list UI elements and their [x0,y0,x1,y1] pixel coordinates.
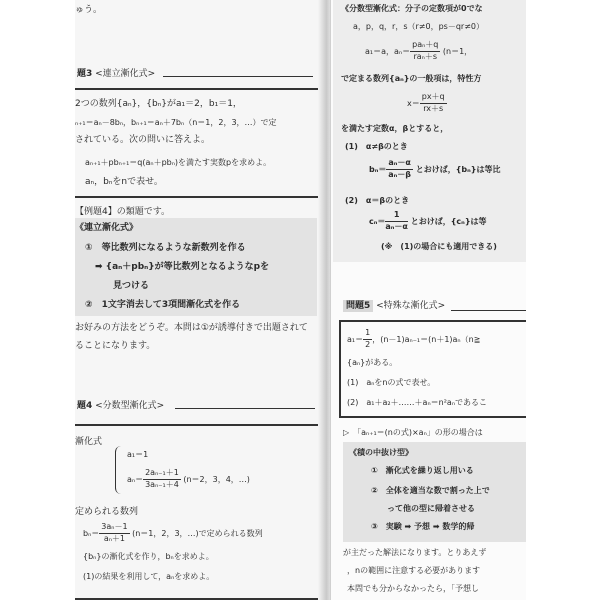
case1-lhs: bₙ＝ [369,164,387,174]
case2-fraction [385,210,408,233]
case2-denominator: aₙ－α [385,221,408,231]
problem4-an-denominator: 3aₙ₋₁＋4 [145,479,179,489]
case1-fraction [386,158,413,181]
renritsu-item4: ② 1文字消去して3項間漸化式を作る [85,300,241,310]
problem5-a1-denominator: 2 [365,339,371,349]
problem4-bn-fraction [99,522,129,545]
problem5-number: 問題5 [343,300,373,312]
case1-rest: とおけば，{bₙ}は等比 [415,164,501,174]
problem4-bn-lhs: bₙ＝ [83,528,100,538]
problem3-header [77,68,155,80]
problem4-an-condition: (n＝2，3，4，…) [183,474,250,484]
problem4-rule [175,408,315,409]
formula-x-fraction [420,92,447,115]
case2-numerator: 1 [385,210,408,222]
problem4-an-fraction [143,468,181,491]
formula-def-denominator: raₙ＋s [413,51,437,61]
formula-def-fraction [410,40,440,63]
footer-line2: ，nの範囲に注意する必要があります [347,566,481,575]
formula-def-lhs: a₁＝a，aₙ＝ [365,46,411,56]
problem4-tag: <分数型漸化式> [95,401,165,411]
problem4-an [127,468,250,491]
problem4-number: 題4 [77,401,93,411]
formula-vars: a，p，q，r，s（r≠0，ps－qr≠0） [353,22,485,31]
problem4-bn-rest: (n＝1，2，3，…)で定められる数列 [132,528,263,538]
problem4-line6: {bₙ}の漸化式を作り，bₙを求めよ。 [83,552,214,561]
problem4-an-numerator: 2aₙ₋₁＋1 [143,468,181,480]
seki-item1: ① 漸化式を繰り返し用いる [371,466,474,475]
formula-definition [365,40,472,63]
seki-title: 《積の中抜け型》 [349,448,413,457]
seki-item3: って他の型に帰着させる [387,504,475,513]
formula-x-denominator: rx＋s [423,103,444,113]
formula-general: で定まる数列{aₙ}の一般項は，特性方 [341,74,482,83]
renritsu-item1: ① 等比数列になるような新数列を作る [85,243,246,253]
renritsu-item3: 見つける [113,281,150,291]
problem3-line2: ₙ₊₁＝aₙ－8bₙ，bₙ₊₁＝aₙ＋7bₙ（n＝1，2，3，…）で定 [75,118,277,127]
problem3-line3: されている。次の問いに答えよ。 [75,135,211,145]
problem5-rule [451,310,526,311]
problem5-line2: {aₙ}がある。 [347,358,398,367]
comment-line1: お好みの方法をどうぞ。本問は①が誘導付きで出題されて [75,323,308,333]
problem5-a1-lhs: a₁＝ [347,334,364,344]
formula-x-numerator: px＋q [420,92,447,104]
problem5-line3: (1) aₙをnの式で表せ。 [347,378,436,387]
formula-note: (※ (1)の場合にも適用できる) [381,242,497,251]
problem4-brace [115,446,122,494]
problem5-header [343,300,445,312]
problem3-line5: aₙ，bₙをnで表せ。 [85,177,163,187]
case1-formula [369,158,500,181]
top-text: ゅう。 [75,5,103,15]
problem5-a1-numerator: 1 [363,328,372,340]
formula-characteristic [407,92,447,115]
case2-lhs: cₙ＝ [369,216,386,226]
problem4-an-lhs: aₙ＝ [127,474,144,484]
problem4-header [77,400,164,412]
renritsu-title: 《連立漸化式》 [75,223,139,233]
formula-x-lhs: x＝ [407,98,420,108]
footer-line1: が主だった解法になります。とりあえず [343,548,487,557]
formula-def-numerator: paₙ＋q [410,40,440,52]
seki-item2: ② 全体を適当な数で割った上で [371,486,490,495]
problem4-bn-numerator: 3aₙ－1 [99,522,129,534]
problem4-bn [83,522,263,545]
case1-numerator: aₙ－α [386,158,413,170]
formula-def-rest: (n＝1， [442,46,473,56]
problem4-line7: (1)の結果を利用して，aₙを求めよ。 [83,572,215,581]
footer-line3: 本問でも分からなかったら，「予想し [347,584,479,593]
problem5-arrow-note: ▷ 「aₙ₊₁＝(nの式)×aₙ」の形の場合は [343,428,483,437]
problem4-line4: 定められる数列 [75,507,139,517]
problem3-number: 題3 [77,69,93,79]
comment-line2: ることになります。 [75,341,156,351]
problem5-tag: <特殊な漸化式> [376,301,446,311]
problem4-a1: a₁＝1 [127,450,149,459]
right-page [330,0,526,600]
left-page [75,0,330,600]
problem5-line4: (2) a₁＋a₂＋……＋aₙ＝n²aₙであるこ [347,398,488,407]
problem4-bn-denominator: aₙ＋1 [103,533,125,543]
problem3-line1: 2つの数列{aₙ}，{bₙ}がa₁＝2，b₁＝1， [75,99,242,109]
formula-head: 《分数型漸化式：分子の定数項が0でな [341,4,483,13]
problem5-a1-fraction [363,328,372,351]
formula-satisfy: を満たす定数α，βとすると， [341,124,449,133]
case1-denominator: aₙ－β [388,169,412,179]
case1-title: (1) α≠βのとき [345,142,408,151]
renritsu-item2: ➡ {aₙ＋pbₙ}が等比数列となるようなpを [95,262,270,272]
problem3-rule [163,76,313,77]
problem5-line1 [347,328,480,351]
case2-formula [369,210,487,233]
problem5-a1-rest: ，(n－1)aₙ₋₁＝(n＋1)aₙ（n≧ [372,334,481,344]
case2-rest: とおけば，{cₙ}は等 [410,216,487,226]
problem3-line4: aₙ₊₁＋pbₙ₊₁＝q(aₙ＋pbₙ)を満たす実数pを求めよ。 [85,158,272,167]
seki-item4: ③ 実験 ➡ 予想 ➡ 数学的帰 [371,522,475,531]
ruidai-note: 【例題4】の類題です。 [75,207,171,217]
problem3-tag: <連立漸化式> [95,69,156,79]
problem4-line1: 漸化式 [75,437,103,447]
case2-title: (2) α＝βのとき [345,196,410,205]
